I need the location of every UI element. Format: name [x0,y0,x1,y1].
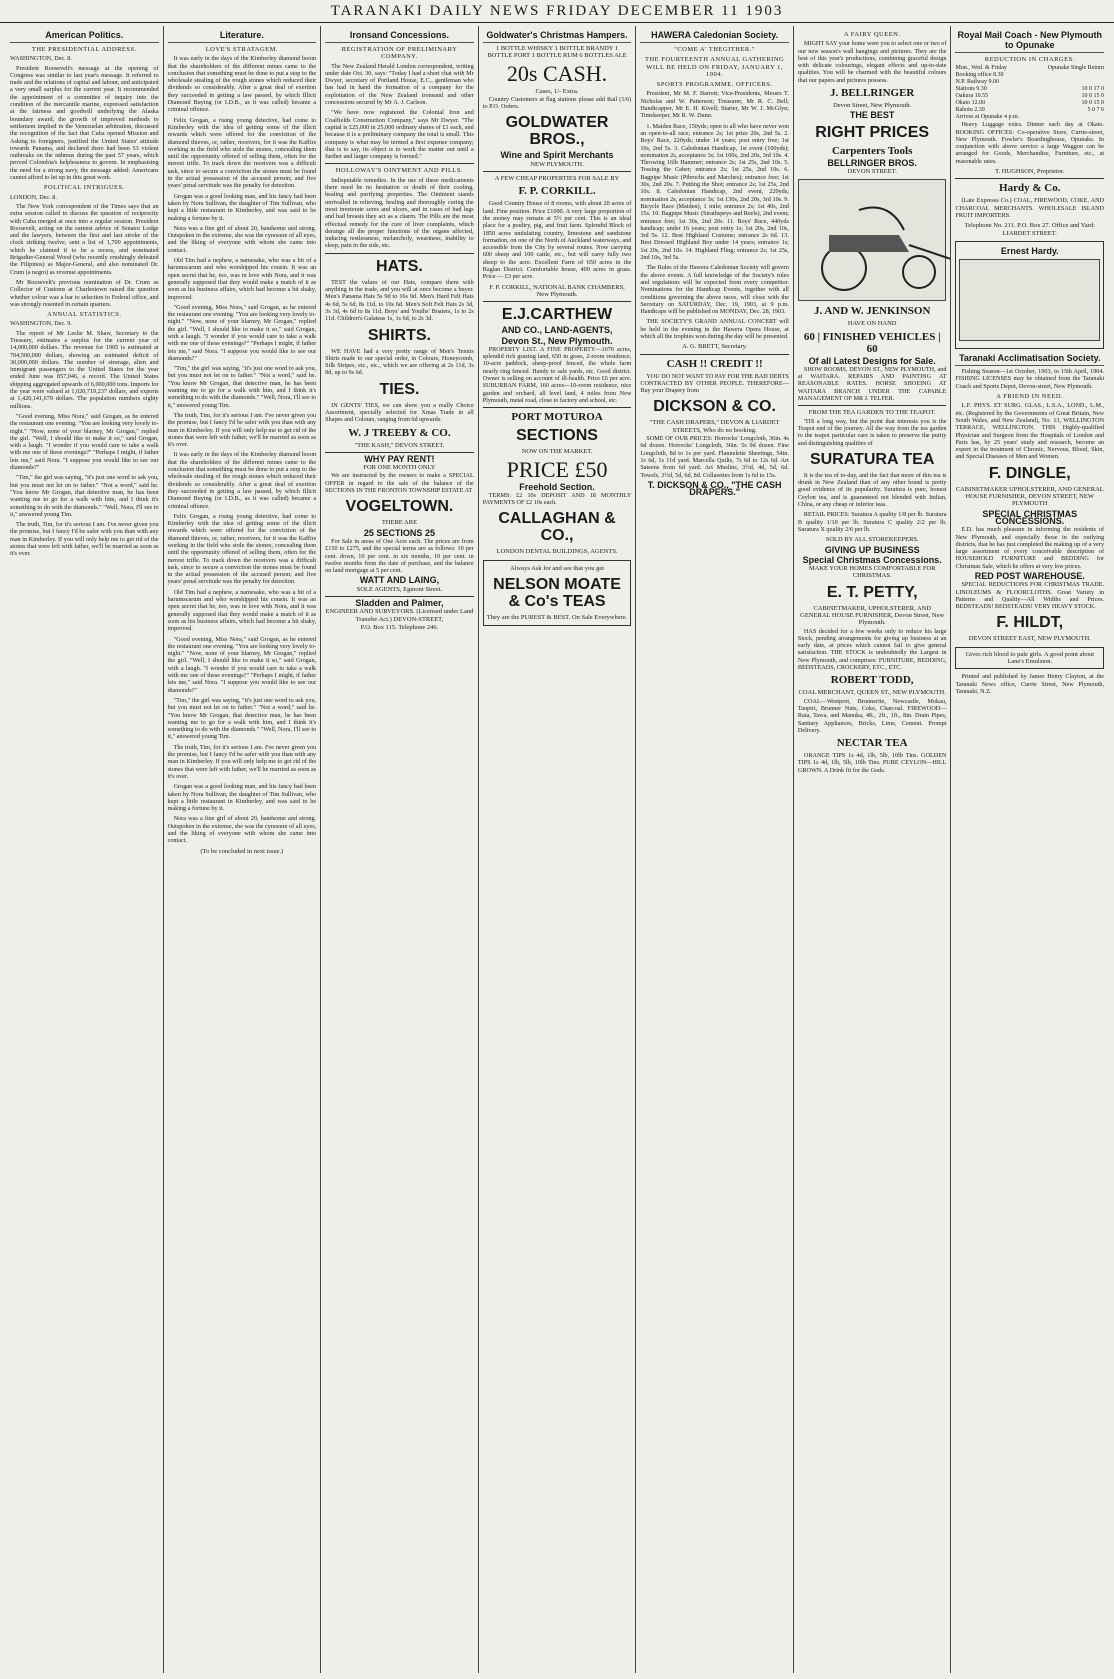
ad-text: For Sale in areas of One Acre each. The prices are from £150 to £275, and the special terms are as follows: 10 per cent. down, 10 per cent. in six months, 10 per cent. in twelve months from the date of purchase, and the balance on land mortgage at 5 per cent. [325,537,474,575]
table-cell: Oakura 10.55 [955,93,989,100]
ad-sub: Special Christmas Concessions. [802,554,942,565]
table-row [955,72,1104,79]
advertiser-name: Hardy & Co. [999,182,1061,195]
ad-sub: THERE ARE [381,519,418,527]
article-paragraph: Grogan was a good looking man, and his fancy had been taken by Nora Sullivan, the daughter of Tim Sullivan, who kept a little restaurant in Kimberley, and was said to be making a fortune by it. [167,783,317,813]
article-paragraph: "Good evening, Miss Nora," said Grogan, as he entered the restaurant one evening. "You are looking very lovely to-night." "Now, none of your blarney, Mr Grogan," replied the girl. "Well, I should like to make it so," said Grogan, with a laugh. "I wonder if you would care to take a walk with me one of these evenings?" "Perhaps I might, if father lets me," said Nora. "I suppose you would like to see our diamonds?" [167,635,317,694]
article-paragraph: The truth, Tim, for it's serious I am. I've never given you the promise, but I fancy I'd be safer with you than with any man in Kimberley. If you will only help me to get rid of the stones that were left with father, we'll be married as soon as it's over. [167,743,317,780]
article-paragraph: The report of Mr Leslie M. Shaw, Secretary to the Treasury, estimates a surplus for the current year of 14,000,000 dollars. The revenue for 1905 is estimated at 704,500,000 dollars, showing an estimated deficit of 30,000,000 dollars. The number of steerage, alien and immigrant passengers to the United States for the year ended June was 857,046, a record. The United States shipping aggregated upwards of 6,000,000 tons. Imports for the year were valued at 1,020,719,237 dollars, and exports at 1,420,141,679 dollars. The population numbers eighty millions. [10,329,159,410]
subheading: A FAIRY QUEEN. [843,31,901,38]
ad-text: E.D. has much pleasure in informing the residents of New Plymouth, and especially those in the outlying districts, that he has just completed the making up of a very large assortment of every conceivable description of HOUSEHOLD FURNITURE and BEDDING for Christmas Sale, which he offers at very low prices. [955,526,1105,570]
advertiser-name: SURATURA TEA [809,450,935,468]
ad-sub: Of all Latest Designs for Sale. [808,355,936,366]
advertiser-address: F. P. CORKILL, NATIONAL BANK CHAMBERS, New Plymouth. [489,283,625,298]
ad-title-vehicles: 60 | FINISHED VEHICLES | 60 [803,330,941,355]
ad-title-hats: HATS. [376,257,423,275]
table-cell: Rahotu 2.30 [955,107,985,114]
advertiser-address: DEVON STREET EAST, NEW PLYMOUTH. [968,635,1091,643]
advertiser-name: E. T. PETTY, [826,583,918,601]
advertiser-name: F. HILDT, [996,614,1064,632]
article-paragraph: "Good evening, Miss Nora," said Grogan, as he entered the restaurant one evening. "You are looking very lovely to-night." "Now, none of your blarney, Mr Grogan," replied the girl. "Well, I should like to make it so," said Grogan, with a laugh. "I wonder if you would care to take a walk with me one of these evenings?" "Perhaps I might, if father lets me," said Nora. "I suppose you would like to see our diamonds?" [167,303,317,362]
article-paragraph: The truth, Tim, for it's serious I am. I've never given you the promise, but I fancy I'd be safer with you than with any man in Kimberley. If you will only help me to get rid of the stones that were left with father, we'll be married as soon as it's over. [167,411,317,449]
column-american-politics [6,26,164,1673]
column-ironsand [321,26,479,1673]
ad-text: L.F. PHYS. ET SURG. GLAS., L.S.A., LOND., L.M., etc. (Registered by the Governments of Great Britain, New South Wales, and New Zealand), No. 13, WELLINGTON TERRACE, WELLINGTON. THIS Highly-qualified Physician and Surgeon from the Hospitals of London and Paris has, by 25 years' study and research, become an expert in the treatment of Chronic, Nervous, Blood, Skin, and Special Diseases of Men and Women. [955,402,1105,461]
signature: A. G. BRETT, Secretary. [682,343,748,351]
article-paragraph: Old Tim had a nephew, a namesake, who was a bit of a harumscarum and who worshipped his cousin. It was an open secret that he, too, was in love with Nora, and it was generally supposed that they would make a match of it as soon as his business affairs, which had become a bit shaky, improved. [167,588,317,633]
article-paragraph: President, Mr M. F. Barrett; Vice-Presidents, Messrs T. Nicholas and W. Patterson; Treasurer, Mr R. C. Bell; Handicapper, Mr E. H. Kivell; Starter, Mr W. J. McGlyn; Timekeeper, Mr R. W. Dunn. [640,90,789,120]
ad-sub: Wine and Spirit Merchants [500,150,614,161]
article-paragraph: "Tim," the girl was saying, "it's just one word to ask you, but you must not let on to father." "Not a word," said he. "You know Mr Grogan, that detective man, he has been wanting me to go for a walk with him, and I think it's something to do with the diamonds." "Well, Nora, I'll see to it," answered young Tim. [10,474,159,518]
subheading: ANNUAL STATISTICS. [47,311,122,319]
subheading: SPORTS PROGRAMME. OFFICERS. [656,81,773,89]
ad-sub: Cases, 1/- Extra. [535,87,579,95]
advertiser-name: T. DICKSON & CO., "THE CASH DRAPERS." [647,479,782,498]
article-paragraph: THE SOCIETY'S GRAND ANNUAL CONCERT will be held in the evening in the Hawera Opera House, at which all the trophies won during the day will be presented. [640,318,789,340]
imprint: Printed and published by James Henry Clayton, at the Taranaki News office, Currie Street, New Plymouth, Taranaki, N.Z. [955,673,1105,695]
divider [483,171,632,172]
article-paragraph: "We have now registered the Colonial Iron and Coalfields Construction Company," says Mr Dwyer. "The capital is £25,000 in 25,000 ordinary shares of £1 each, and because it is a preliminary company the total is small. This company is what may be termed a first expense company; that is to say, its object is to work the matter out until a further and larger company is formed." [325,109,474,161]
table-cell: 10 0 15 0 [1081,100,1105,107]
hamper-list: 1 BOTTLE WHISKY 1 BOTTLE BRANDY 1 BOTTLE PORT 1 BOTTLE RUM 6 BOTTLES ALE [487,45,627,60]
ad-title-port: PORT MOTUROA [511,411,603,424]
ad-sub: Freehold Section. [519,481,595,492]
ad-sub: FROM THE TEA GARDEN TO THE TEAPOT. [808,409,936,417]
table-cell: Opunake Single Return [1047,65,1105,72]
ad-sub: Always Ask for and see that you get [509,564,605,572]
ad-title-giving-up: GIVING UP BUSINESS [824,544,920,555]
subheading: "COME A' THEGITHER." [674,46,756,53]
dateline: LONDON, Dec. 8. [10,193,57,201]
ad-title-sections: SECTIONS [516,427,598,445]
article-paragraph: It was early in the days of the Kimberley diamond boom that the shareholders of the different mines came to the conclusion that something must be done to put a stop to the wholesale stealing of the rough stones which reduced their dividends so considerably. After a great deal of exertion they succeeded in getting a law passed, by which Illicit Diamond Buying (or I.D.B., as it was called) became a criminal offence. [167,451,317,510]
ad-text: COAL—Westport, Brunnerite, Newcastle, Mokau, Taupiri, Brunner Nuts, Coke, Charcoal. FIREWOOD—Rata, Tawa, and Manuka, 4ft., 2ft., 1ft., 8in. Drain Pipes, Sanitary Appliances, Bricks, Lime, Cement. Prompt Delivery. [797,697,947,734]
divider [325,163,474,164]
portrait-illustration [959,259,1100,341]
article-paragraph: Felix Grogan, a rising young detective, had come to Kimberley with the idea of getting some of the illicit rewards which were offered for the conviction of the diamond thieves, or, rather, receivers, for it was the Kaffirs working in the field who stole the stones, concealing them until the opportunity offered of selling them, often for the merest trifle. To track down the receivers was a difficult task, since to secure a conviction the stones must be found in the actual possession of the accused person; and five years' penal servitude was the penalty for detection. [167,116,317,190]
advertiser-address: ENGINEER AND SURVEYORS. (Licensed under Land Transfer Act.) DEVON-STREET, [325,608,474,623]
ad-sub: HAVE ON HAND [847,320,897,328]
ad-text: HAS decided for a few weeks only to reduce his large Stock, pending arrangements for giving up business at an early date, at prices which cannot fail to give general satisfaction. THE STOCK is undoubtedly the Largest in New Plymouth, and comprises: FURNITURE, BEDDING, BEDSTEADS, CROCKERY, ETC., ETC. [797,627,947,672]
advertiser-name: F. DINGLE, [988,464,1071,482]
advertiser-address: LONDON DENTAL BUILDINGS, AGENTS. [496,548,618,556]
table-row [955,114,1104,121]
masthead: TARANAKI DAILY NEWS FRIDAY DECEMBER 11 1903 [0,0,1114,23]
advertiser-address: SOLE AGENTS, Egmont Street. [356,585,443,593]
heading: HAWERA Caledonian Society. [640,30,789,43]
table-cell: 10 0 15 0 [1081,93,1105,100]
article-paragraph: Indisputable remedies. In the use of these medicaments there need be no hesitation or doubt of their cooling, healing and purifying properties. The Ointment stands unrivalled in relieving, healing and thoroughly curing the most inveterate sores and ulcers, and in cases of bad legs and bad breasts they act as a charm. The Pills are the most effectual remedy for the cure of liver complaints, which derange all the proper functions of the organs affected, inducing restlessness, melancholy, weariness, inability to sleep, pain in the side, etc. [325,176,474,250]
advertiser-name: J. BELLRINGER [830,87,915,100]
timetable [955,65,1104,121]
table-row [955,93,1104,100]
advertiser-address: "THE CASH DRAPERS," DEVON & LIARDET STREETS, Who do no booking. [649,419,780,434]
ad-text: Good Country House of 8 rooms, with about 20 acres of land. Fine position. Price £1000. A very large proportion of the money may remain at 5½ per cent. This is an ideal place for a poultry, pig, and fruit farm. Splendid Block of 1850 acres undulating country, limestone and sandstone formation, on one of the North of Auckland waterways, and accessible from the City by several routes. Now carrying 600 sheep and 100 cattle, etc., but will carry fully two sheep to the acre. Excellent Farm of 650 acres in the Raglan District. Comfortable house, 400 acres in grass. Price — £3 per acre. [482,200,632,281]
article-paragraph: Felix Grogan, a rising young detective, had come to Kimberley with the idea of getting some of the illicit rewards which were offered for the conviction of the diamond thieves, or, rather, receivers, for it was the Kaffirs working in the field who stole the stones, concealing them until the opportunity offered of selling them, often for the merest trifle. To track down the receivers was a difficult task, since to secure a conviction the stones must be found in the actual possession of the accused person; and five years' penal servitude was the penalty for detection. [167,512,317,586]
table-row [955,86,1104,93]
article-paragraph: The truth, Tim, for it's serious I am. I've never given you the promise, but I fancy I'd be safer with you than with any man in Kimberley. If you will only help me to get rid of the stones that were left with father, we'll be married as soon as it's over. [10,521,159,558]
heading: Royal Mail Coach - New Plymouth to Opunake [955,30,1104,53]
ad-text: SOME OF OUR PRICES: Horrocks' Longcloth, 36in. 4s 6d dozen. Horrocks' Longcloth, 36in. 5s 9d dozen. Fine Longcloth, 8d to 1s per yard. Flannelette Sheetings, 54in. 1s 6d, 1s 11d yard. Marcella Quilts, 7s 6d to 12s 6d. Art Sateens from 6d yard. Art Muslins, 3½d, 4d, 5d, 6d. Towels, 3½d, 5d, 6d, 8d. Collarettes from 1s 6d to 15s. [640,435,789,479]
article-paragraph: The New York correspondent of the Times says that an extra session called to discuss the question of reciprocity with Cuba merged at once into a regular session. President Roosevelt, acting on the earnest advice of Senator Lodge and the lawyers, between the first and last stroke of the clock striking twelve, sent a list of 1,700 appointments, which he claimed it to be a recess, and nominated Brigadier-General Wood (who recently crushingly defeated the Filipinos) as Major-General, and also nominated Dr. Crum (a negro) as revenue appointments. [10,202,159,276]
subheading: A FRIEND IN NEED. [996,393,1064,401]
ad-sub: They are the PUREST & BEST. On Sale Everywhere. [486,613,628,621]
advertiser-address: COAL MERCHANT, QUEEN ST., NEW PLYMOUTH. [798,689,946,697]
ernest-hardy-box [955,241,1104,349]
advertiser-name: F. P. CORKILL. [518,185,596,198]
article-paragraph: It was early in the days of the Kimberley diamond boom that the shareholders of the different mines came to the conclusion that something must be done to put a stop to the wholesale stealing of the rough stones which reduced their dividends so considerably. After a great deal of exertion they succeeded in getting a law passed, by which Illicit Diamond Buying (or I.D.B., as it was called) became a criminal offence. [167,55,317,114]
ad-price: PRICE £50 [506,456,608,482]
advertiser-contact: P.O. Box 115. Telephone 246. [360,623,439,631]
subheading: POLITICAL INTRIGUES. [43,184,125,192]
ad-title-sections: 25 SECTIONS 25 [363,527,435,538]
ad-title-shirts: SHIRTS. [367,326,431,344]
column-literature [164,26,322,1673]
advertiser-name: W. J TREEBY & CO. [348,426,451,439]
ad-text: (Late Expresss Co.) COAL, FIREWOOD, COKE, AND CHARCOAL MERCHANTS. WHOLESALE ISLAND FRUIT IMPORTERS. [955,197,1105,219]
article-paragraph: The New Zealand Herald London correspondent, writing under date Oct. 30, says: "Today I had a short chat with Mr Dwyer, secretary of Portland House, E.C., gentleman who has had in hand the formation of a company for the exploitation of the New Zealand ironsand and other concessions secured by Mr A. J. Carlson. [325,62,474,107]
ad-title-rent: WHY PAY RENT! [364,453,435,464]
ad-price: 20s CASH. [506,60,608,86]
article-paragraph: Nora was a fine girl of about 20, handsome and strong. Outspoken in the extreme, she was the cynosure of all eyes, and the liking of everyone with whom she came into contact. [167,815,317,845]
ad-sub: AND CO., LAND-AGENTS, [501,325,613,336]
article-paragraph: Nora was a fine girl of about 20, handsome and strong. Outspoken in the extreme, she was the cynosure of all eyes, and the liking of everyone with whom she came into contact. [167,224,317,254]
ad-text: SPECIAL REDUCTIONS FOR CHRISTMAS TRADE. LINOLEUMS & FLOORCLOTHS. Great Variety in Patterns and Quality—All Widths and Prices. BEDSTEADS! BEDSTEADS! VERY HEAVY STOCK. [955,581,1105,611]
nelson-tea-ad [483,560,632,627]
table-cell: N.P. Railway 9.00 [955,79,999,86]
ad-sub: A FEW CHEAP PROPERTIES FOR SALE BY [494,175,620,183]
ad-title-ties: TIES. [379,380,420,398]
subheading: THE FOURTEENTH ANNUAL GATHERING WILL BE HELD ON FRIDAY, JANUARY 1, 1904. [644,56,785,78]
ad-text: 'TIS a long way, but the point that interests you is the Teapot end of the journey. All the way from the tea garden to the teapot particular care is taken to preserve the purity and distinguishing qualities of [797,417,947,447]
advertiser-address: CABINETMAKER UPHOLSTERER, AND GENERAL HOUSE FURNISHER, DEVON STREET, NEW PLYMOUTH [955,485,1104,508]
subheading: REDUCTION IN CHARGES. [984,56,1075,63]
advertiser-name: Sladden and Palmer, [355,598,444,609]
subheading: LOVE'S STRATAGEM. [205,46,279,53]
table-cell: Stations 9.30 [955,86,987,93]
ad-text: It is the tea of to-day, and the fact that more of this tea is drunk in New Zealand than of any other brand is pretty good evidence of its popularity. Suratura is pure, honest Ceylon tea, and is guaranteed not blended with Indian, China, or any cheap or inferior teas. [797,471,947,509]
table-cell: Booking office 8.30 [955,72,1004,79]
advertiser-name: Ernest Hardy. [1000,245,1059,256]
table-row [955,107,1104,114]
divider [483,301,632,302]
advertiser-address: Devon Street, New Plymouth. [833,102,912,110]
advertiser-name: J. AND W. JENKINSON [813,305,931,318]
ad-text: SHOW ROOMS, DEVON ST., NEW PLYMOUTH, and at WAITARA. REPAIRS AND PAINTING AT REASONABLE RATES. HORSE SHOEING AT WAITARA BRANCH UNDER THE CAPABLE MANAGEMENT OF MR J. TELFER. [797,365,947,403]
dateline: WASHINGTON, Dec. 8. [10,55,72,63]
divider [798,405,947,406]
column-goldwater [479,26,637,1673]
article-paragraph: Grogan was a good looking man, and his fancy had been taken by Nora Sullivan, the daughter of Tim Sullivan, who kept a little restaurant in Kimberley, and was said to be making a fortune by it. [167,192,317,222]
article-paragraph: Mr Roosevelt's previous nomination of Dr. Crum as Collector of Customs at Charlestown raised the question whether colour was a bar to selection to Federal office, and was strongly resented in certain quarters. [10,278,159,308]
advertiser-name: DICKSON & CO. [653,398,776,416]
advertiser-name: BELLRINGER BROS. [827,157,917,168]
table-cell: 10 0 17 0 [1081,86,1105,93]
advertiser-contact: Telephone No. 211. P.O. Box 27. Office and Yard: LIARDET STREET. [964,222,1095,237]
ad-text: We are instructed by the owners to make a SPECIAL OFFER in regard to the sale of the balance of the SECTIONS IN THE FRONTON TOWNSHIP ESTATE AT [325,472,474,495]
table-row [955,79,1104,86]
divider [640,354,789,355]
advertiser-name: GOLDWATER BROS., [505,114,609,149]
subheading: THE PRESIDENTIAL ADDRESS. [31,46,137,53]
table-cell: 5 0 7 6 [1087,107,1105,114]
subheading: REGISTRATION OF PRELIMINARY COMPANY. [341,46,458,61]
advertiser-name: ROBERT TODD, [830,674,914,687]
emulsion-ad: Gives rich blood to pale girls. A good point about Lane's Emulsion. [955,647,1104,670]
heading: Ironsand Concessions. [325,30,474,43]
divider [325,596,474,597]
subheading: HOLLOWAY'S OINTMENT AND PILLS. [335,167,464,175]
ad-sub: SOLD BY ALL STOREKEEPERS. [825,536,919,544]
table-cell: Mon., Wed. & Friday [955,65,1007,72]
divider [325,452,474,453]
advertiser-address: "THE KASH," DEVON STREET. [354,441,445,449]
signature: T. HUGHSON, Proprietor. [995,168,1065,176]
ad-text: Fishing Season—1st October, 1903, to 15th April, 1904. FISHING LICENSES may be obtained from the Taranaki Coach and Sports Depot, Devon-street, New Plymouth. [955,368,1105,390]
advertiser-address: Devon St., New Plymouth. [501,335,613,346]
ad-text: ORANGE TIPS 1s 4d, 1lb, 5lb, 10lb Tins. GOLDEN TIPS 1s 4d, 1lb, 5lb, 10lb Tins. PURE CEYLON—HILL GROWN. A Drink fit for the Gods. [797,752,947,774]
ad-text: MIGHT SAY your home were you to select one or two of our new season's wall hangings and pictures. They are the best of this year's productions, combining graceful design with delicate colourings, elegant effects and up-to-date qualities. You will be charmed with the beautiful colours that our papers and pictures possess. [797,40,947,84]
ad-text: PROPERTY LIST. A FINE PROPERTY—1070 acres, splendid rich grazing land, 650 in grass, 2-room residence, 10-acre paddock, sheep-proof fenced, the whole farm nearly ring fenced. Handy to sale yards, etc. Good district. Owner is selling on account of ill-health. Price £6 per acre. SUBURBAN FARM, 160 acres—10-room residence, nice garden and orchard, all level land, 4 miles from New Plymouth, metal road, close to factory and school, etc. [482,345,632,404]
table-cell: Okato 12.00 [955,100,986,107]
article-paragraph: President Roosevelt's message at the opening of Congress was similar to last year's message. It referred to trade and the relations of capital and labour, and anticipated a very small surplus for the current year. It recommended the appointment of a committee of inquiry into the condition of the mercantile marine, expressed satisfaction at the fairness and goodwill underlying the Alaska boundary award, the growth of improved methods to settlement implied in the Venezuelan arbitration, discussed the recognition of the fact that Cuba opened Mission and Asking to foreigners, justified the United States' attitude towards Panama, and declared there had been 53 violent outbreaks on the isthmus during the past 57 years, which proved Colombia's helplessness to govern. In emphasising the need for a strong navy, the message added: Americans cannot afford to let up in this great work. [10,64,159,182]
advertiser-name: WATT AND LAING, [359,575,440,586]
dateline: WASHINGTON, Dec. 9. [10,320,72,328]
heading: American Politics. [10,30,159,43]
ad-text: Heavy Luggage extra. Dinner each day at Okato. BOOKING OFFICES: Co-operative Store, Currie-street, New Plymouth. Fowler's Boardinghouse, Opunake. In conjunction with above service a large Waggon can be arranged for Goods, Merchandise, Furniture, etc., at reasonable rates. [955,121,1105,165]
story-footer: (To be concluded in next issue.) [200,847,284,855]
table-cell: Arrives at Opunake 4 p.m. [955,114,1020,121]
divider [325,253,474,254]
programme-list: 1. Maiden Race, 150yds; open to all who have never won an open-to-all race; entrance 2s; 1st prize 20s, 2nd 5s. 2. Boys' Race, 220yds; under 14 years; post entry free; 1st 10s, 2nd 5s. 3. Caledonian Handicap, 1st event (100yds); nomination 2s, acceptance 3s; 1st 100s, 2nd 20s, 3rd 10s. 4. Throwing 16lb Hammer; entrance 2s; 1st 25s, 2nd 10s. 5. Tossing the Caber; entrance 2s; 1st 25s, 2nd 10s. 6. Bagpipe Music (Pibrochs and Marches); entrance free; 1st 30s, 2nd 20s. 7. Putting the Shot; entrance 2s; 1st 25s, 2nd 10s. 8. Caledonian Handicap, 2nd event, 220yds; nomination 2s, acceptance 3s; 1st 130s, 2nd 20s, 3rd 10s. 9. Bicycle Race (Maiden), 1 mile; entrance 2s; 1st 40s, 2nd 15s. 10. Bagpipe Music (Strathspeys and Reels), 2nd event; entrance free; 1st 30s, 2nd 20s. 11. Boys' Race, 440yds handicap; under 16 years; post entry 1s; 1st 20s, 2nd 10s, 3rd 5s. 12. Best Highland Costume; entrance 2s 6d. 13. Best Dressed Highland Boy under 14 years; entrance 1s; 1st 20s, 2nd 10s. 14. Highland Fling; entrance 2s; 1st 25s, 2nd 10s, 3rd 5s. [640,122,789,262]
divider [955,178,1104,179]
advertiser-address: CABINETMAKER, UPHOLSTERER, AND GENERAL HOUSE FURNISHER, Devon Street, New Plymouth. [800,604,945,627]
advertiser-name: NELSON MOATE & Co's TEAS [493,575,621,610]
ad-title-tools: Carpenters Tools [831,144,913,157]
advertiser-name: NECTAR TEA [836,737,908,750]
advertiser-address: DEVON STREET. [847,167,897,175]
ad-text: IN GENTS' TIES, we can show you a really Choice Assortment, specially selected for Xmas Trade in all Shapes and Colours, ranging from 6d upwards. [325,401,474,424]
column-ads-right [951,26,1108,1673]
ad-text: Country Customers at flag stations please add Rail (1/6) to P.O. Orders. [482,95,632,111]
article-paragraph: "Tim," the girl was saying, "it's just one word to ask you, but you must not let on to father." "Not a word," said he. "You know Mr Grogan, that detective man, he has been wanting me to go for a walk with him, and I think it's something to do with the diamonds." "Well, Nora, I'll see to it," answered young Tim. [167,696,317,741]
table-row [955,100,1104,107]
price-list: RETAIL PRICES: Suratura A quality 1/8 per lb. Suratura B quality 1/10 per lb. Suratura C quality 2/2 per lb. Suratura X quality 2/6 per lb. [797,511,947,533]
article-paragraph: Old Tim had a nephew, a namesake, who was a bit of a harumscarum and who worshipped his cousin. It was an open secret that he, too, was in love with Nora, and it was generally supposed that they would make a match of it as soon as his business affairs, which had become a bit shaky, improved. [167,257,317,301]
column-caledonian [636,26,794,1673]
ad-text: TERMS: £2 10s DEPOSIT AND 18 MONTHLY PAYMENTS OF £2 10s each. [482,491,632,507]
divider [483,407,632,408]
ad-sub: THE BEST [849,110,895,121]
article-paragraph: The Rules of the Hawera Caledonian Society will govern the above events. A full knowledge of the Society's rules and regulations will be expected from every competitor. Nominations for the Handicap Events, together with all conditions governing the above races, will close with the Secretary on SATURDAY, Dec. 19, 1903, at 9 p.m. Handicaps will be published on MONDAY, Dec. 28, 1903. [640,264,789,316]
heading: Literature. [168,30,317,43]
advertiser-address: NEW PLYMOUTH. [530,160,584,168]
ad-title-special: SPECIAL CHRISTMAS CONCESSIONS. [982,508,1078,526]
ad-text: TEST the values of our Hats, compare them with anything in the trade, and you will at once become a buyer. Men's Panama Hats 5s 9d to 16s 9d. Men's Hard Felt Hats 4s 6d, 5s 6d, 8s 11d, to 10s 6d. Men's Soft Felt Hats 2s 3d, 3s 3d, 4s 6d to 8s 11d. Boys' and Youths' Boaters, 1s to 2s 11d. Children's Galateas 1s, 1s 6d, to 2s 3d. [325,278,474,323]
advertiser-name: E.J.CARTHEW [501,306,613,324]
article-paragraph: "Good evening, Miss Nora," said Grogan, as he entered the restaurant one evening. "You are looking very lovely to-night." "Now, none of your blarney, Mr Grogan," replied the girl. "Well, I should like to make it so," said Grogan, with a laugh. "I wonder if you would care to take a walk with me one of these evenings?" "Perhaps I might, if father lets me," said Nora. "I suppose you would like to see our diamonds?" [10,412,159,472]
ad-title-vogeltown: VOGELTOWN. [345,498,454,516]
ad-text: WE HAVE had a very pretty range of Men's Tennis Shirts made to our special order, in Colours, Honeycomb, Silk Stripes, etc., etc., which we are offering at 2s 11d, 3s 9d, up to 9s 6d. [325,347,474,377]
column-ads-mid [794,26,952,1673]
ad-title-right-prices: RIGHT PRICES [815,123,930,141]
columns [6,26,1108,1673]
ad-title-credit: CASH !! CREDIT !! [666,357,763,370]
article-paragraph: "Tim," the girl was saying, "it's just one word to ask you, but you must not let on to father." "Not a word," said he. "You know Mr Grogan, that detective man, he has been wanting me to go for a walk with him, and I think it's something to do with the diamonds." "Well, Nora, I'll see to it," answered young Tim. [167,365,317,409]
ad-sub: MAKE YOUR HOMES COMFORTABLE FOR CHRISTMAS. [808,565,936,580]
carriage-icon [799,180,952,298]
ad-text: YOU DO NOT WANT TO PAY FOR THE BAD DEBTS CONTRACTED BY OTHER PEOPLE. THEREFORE— Buy your Drapery from [640,372,789,395]
heading: Taranaki Acclimatisation Society. [955,353,1104,366]
ad-sub: FOR ONE MONTH ONLY [363,464,436,472]
advertiser-name: RED POST WAREHOUSE. [974,570,1085,581]
advertiser-name: CALLAGHAN & CO., [498,510,616,545]
heading: Goldwater's Christmas Hampers. [483,30,632,43]
carriage-illustration [798,179,947,301]
ad-sub: NOW ON THE MARKET. [521,448,593,456]
